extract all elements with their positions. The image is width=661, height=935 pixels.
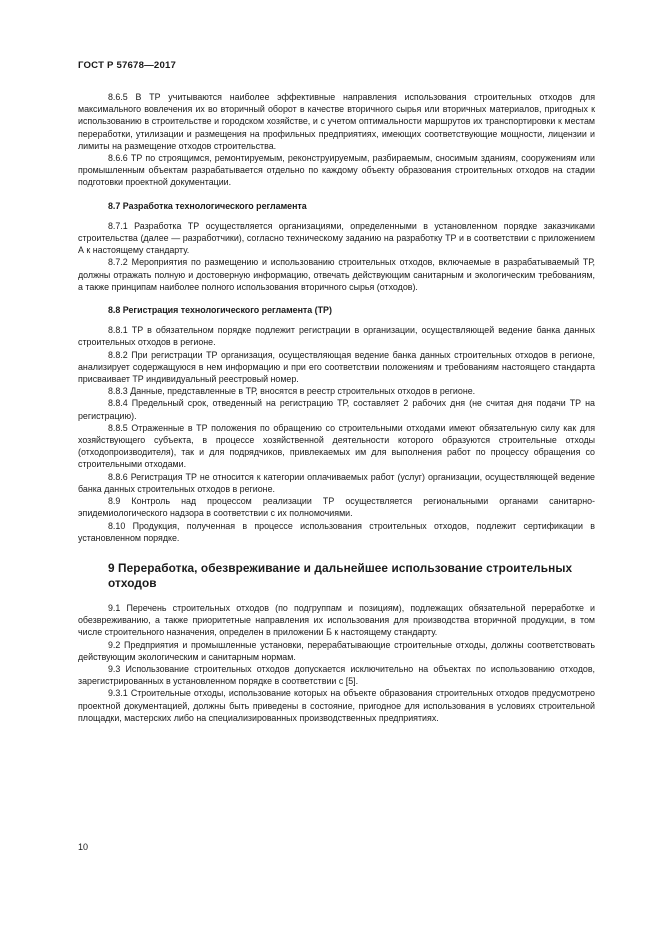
paragraph-8-9: 8.9 Контроль над процессом реализации ТР осуществляется региональными органами санитарно-эпидемиологического надзора в соответствии с их полномочиями. <box>78 496 595 519</box>
paragraph-8-6-5: 8.6.5 В ТР учитываются наиболее эффективные направления использования строительных отходов для максимального вовлечения их во вторичный оборот в качестве вторичного сырья или вторичных материалов, пригодных к использованию в строительстве и городском хозяйстве, и с учетом оптимальности маршрутов их транспортировки к местам переработки, утилизации и размещения на профильных предприятиях, имеющих соответствующие мощности, лицензии и лимиты на размещение отходов строительства. <box>78 92 595 151</box>
paragraph-8-8-4: 8.8.4 Предельный срок, отведенный на регистрацию ТР, составляет 2 рабочих дня (не считая дня подачи ТР на регистрацию). <box>78 398 595 421</box>
document-header: ГОСТ Р 57678—2017 <box>78 60 177 71</box>
paragraph-8-8-5: 8.8.5 Отраженные в ТР положения по обращению со строительными отходами имеют обязательную силу как для хозяйствующего субъекта, в процессе хозяйственной деятельности которого образуются строительные отходы (отходопроизводителя), так и для подрядчиков, привлекаемых им для выполнения работ по процессу обращения со строительными отходами. <box>78 422 595 470</box>
heading-8-8: 8.8 Регистрация технологического регламента (ТР) <box>108 305 332 316</box>
section-9-title: 9 Переработка, обезвреживание и дальнейшее использование строительных отходов <box>108 560 573 590</box>
paragraph-9-1: 9.1 Перечень строительных отходов (по подгруппам и позициям), подлежащих обязательной переработке и обезвреживанию, а также приоритетные направления их использования для производства вторичной продукции, в том числе строительного назначения, определен в приложении Б к настоящему стандарту. <box>78 602 595 638</box>
paragraph-8-7-2: 8.7.2 Мероприятия по размещению и использованию строительных отходов, включаемые в разрабатываемый ТР, должны отражать полную и достоверную информацию, отвечать действующим санитарным и экологическим требованиям, а также принципам наиболее полного использования вторичного сырья (отходов). <box>78 257 595 292</box>
heading-8-7: 8.7 Разработка технологического регламента <box>108 200 307 211</box>
document-body <box>78 91 595 724</box>
paragraph-8-8-6: 8.8.6 Регистрация ТР не относится к категории оплачиваемых работ (услуг) организации, осуществляющей ведение банка данных строительных отходов в регионе. <box>78 471 595 494</box>
page-number: 10 <box>78 842 89 852</box>
paragraph-8-8-2: 8.8.2 При регистрации ТР организация, осуществляющая ведение банка данных строительных отходов в регионе, анализирует содержащуюся в нем информацию и при его соответствии положениям и требованиям настоящего стандарта присваивает ТР индивидуальный реестровый номер. <box>78 349 595 385</box>
paragraph-9-3: 9.3 Использование строительных отходов допускается исключительно на объектах по использованию отходов, зарегистрированных в установленном порядке в соответствии с [5]. <box>78 663 595 687</box>
paragraph-8-8-3: 8.8.3 Данные, представленные в ТР, вносятся в реестр строительных отходов в регионе. <box>108 386 476 397</box>
paragraph-9-3-1: 9.3.1 Строительные отходы, использование которых на объекте образования строительных отходов предусмотрено проектной документацией, должны быть приведены в состояние, пригодное для использования в условиях строительной площадки, мастерских либо на специализированных производственных предприятиях. <box>78 688 595 723</box>
paragraph-8-8-1: 8.8.1 ТР в обязательном порядке подлежит регистрации в организации, осуществляющей ведение банка данных строительных отходов в регионе. <box>78 325 595 348</box>
paragraph-8-6-6: 8.6.6 ТР по строящимся, ремонтируемым, реконструируемым, разбираемым, сносимым зданиям, сооружениям или промышленным объектам разрабатывается отдельно по каждому объекту образования строительных отходов на стадии подготовки проектной документации. <box>78 153 595 188</box>
paragraph-8-7-1: 8.7.1 Разработка ТР осуществляется организациями, определенными в установленном порядке заказчиками строительства (далее — разработчики), согласно техническому заданию на разработку ТР и в соответствии с приложением А к настоящему стандарту. <box>78 220 595 256</box>
paragraph-8-10: 8.10 Продукция, полученная в процессе использования строительных отходов, подлежит сертификации в установленном порядке. <box>78 520 595 543</box>
paragraph-9-2: 9.2 Предприятия и промышленные установки, перерабатывающие строительные отходы, должны соответствовать действующим экологическим и санитарным нормам. <box>78 639 595 662</box>
